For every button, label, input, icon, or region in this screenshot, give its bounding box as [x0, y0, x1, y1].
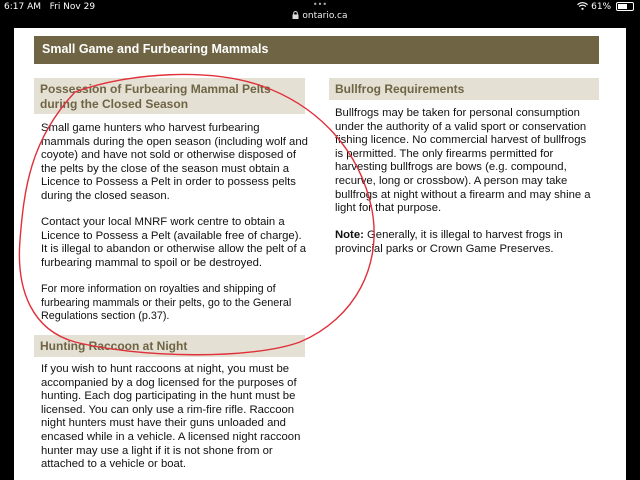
bullfrog-paragraph: Bullfrogs may be taken for personal consumption under the authority of a valid sport or conservation fishing licence. No commercial harvest of bullfrogs is permitted. The only firearms permitted for harvesting bullfrogs are bows (e.g. compound, recurve, long or crossbow). A person may take bullfrogs at night without a firearm and may shine a light for that purpose. [335, 107, 591, 215]
bullfrog-note [335, 229, 597, 256]
status-time: 6:17 AM [4, 2, 41, 12]
battery-icon [616, 2, 634, 11]
battery-percent: 61% [591, 2, 612, 12]
document-page [14, 28, 626, 480]
possession-paragraph-3: For more information on royalties and shipping of furbearing mammals or their pelts, go to the General Regulations section (p.37). [41, 283, 292, 323]
raccoon-header [34, 335, 305, 357]
possession-paragraph-1: Small game hunters who harvest furbearing mammals during the open season (including wolf and coyote) and have not sold or otherwise disposed of the pelts by the close of the season must obtain a Licence to Possess a Pelt in order to possess pelts during the closed season. [41, 122, 308, 202]
note-label: Note: [335, 229, 364, 241]
status-right [577, 2, 634, 12]
more-dots-icon[interactable]: ••• [312, 0, 328, 9]
status-bar [0, 0, 640, 28]
possession-header [34, 78, 305, 114]
raccoon-header-title: Hunting Raccoon at Night [40, 339, 188, 353]
wifi-icon [577, 2, 588, 10]
main-header-title: Small Game and Furbearing Mammals [42, 42, 269, 56]
bullfrog-header-title: Bullfrog Requirements [335, 82, 465, 96]
battery-level [618, 4, 627, 9]
status-date: Fri Nov 29 [49, 2, 96, 12]
browser-address[interactable] [0, 2, 640, 21]
possession-header-title: Possession of Furbearing Mammal Pelts during the Closed Season [40, 82, 271, 111]
raccoon-paragraph: If you wish to hunt raccoons at night, you must be accompanied by a dog licensed for the purposes of hunting. Each dog participating in the hunt must be licensed. You can only use a rim-fire rifle. Raccoon night hunters must have their guns unloaded and encased while in a vehicle. A licensed night raccoon hunter may use a light if it is not shone from or attached to a vehicle or boat. [41, 363, 301, 471]
lock-icon [292, 11, 299, 19]
url-text: ontario.ca [302, 11, 348, 21]
possession-paragraph-2: Contact your local MNRF work centre to obtain a Licence to Possess a Pelt (available free of charge). It is illegal to abandon or otherwise allow the pelt of a furbearing mammal to spoil or be destroyed. [41, 216, 307, 269]
note-text: Generally, it is illegal to harvest frogs in provincial parks or Crown Game Preserves. [335, 229, 563, 255]
section-main-header [34, 36, 599, 64]
url-label[interactable] [0, 11, 640, 21]
bullfrog-header [329, 78, 599, 100]
